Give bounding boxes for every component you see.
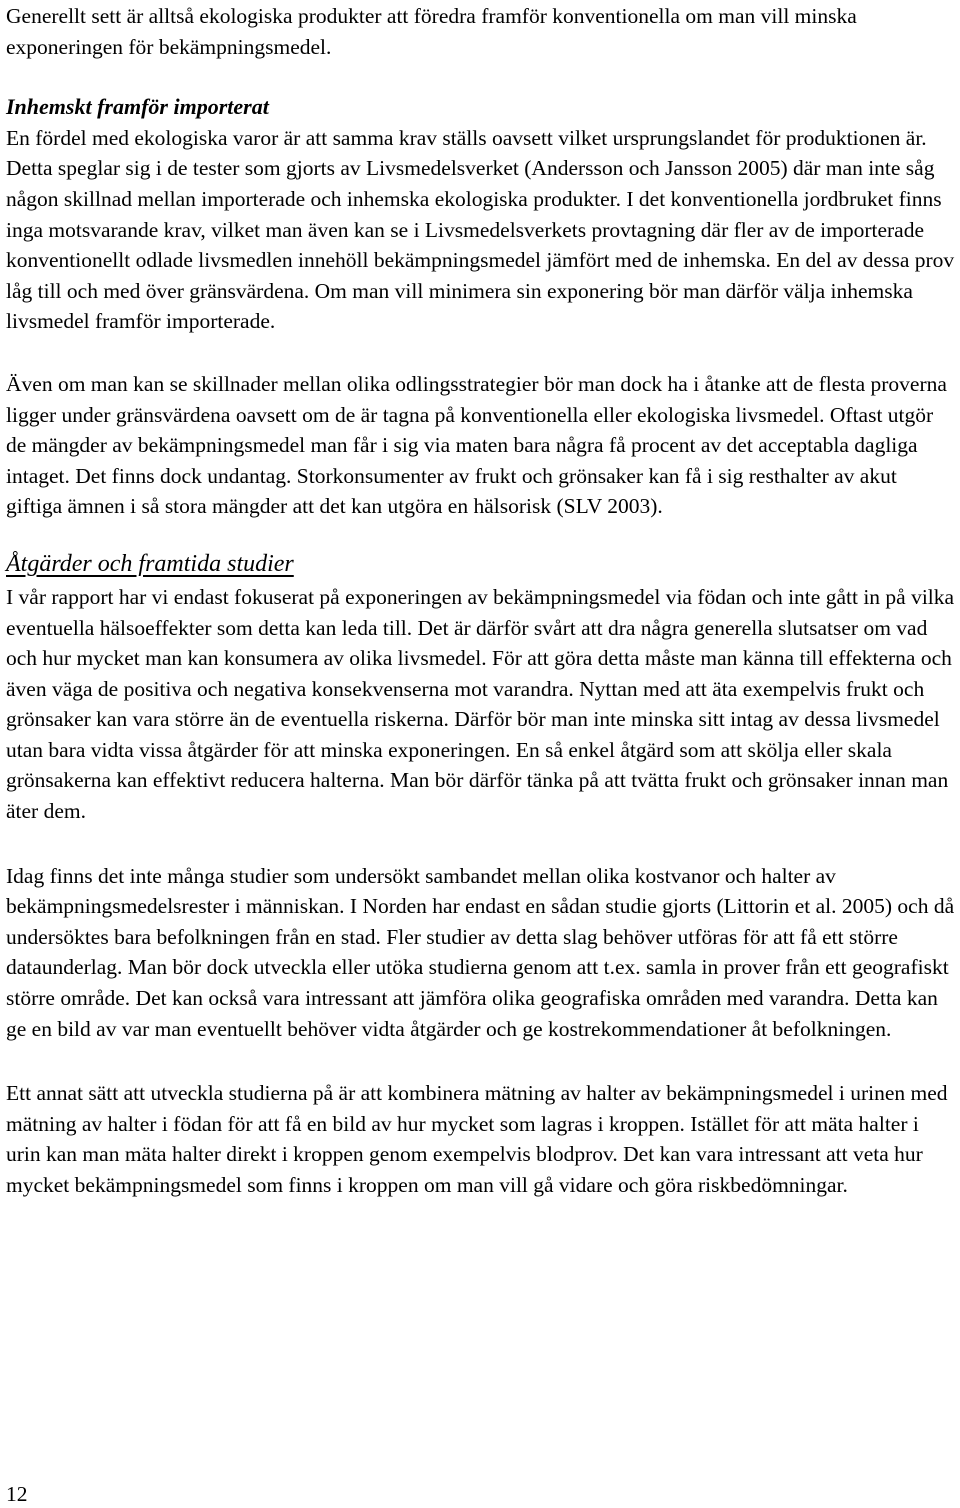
variance-paragraph: Även om man kan se skillnader mellan olika odlingsstrategier bör man dock ha i åtanke att de flesta proverna ligger under gränsvärdena oavsett om de är tagna på konventionella eller ekologiska livsmedel. Oftast utgör de mängder av bekämpningsmedel man får i sig via maten bara några få procent av det acceptabla dagliga intaget. Det finns dock undantag. Storkonsumenter av frukt och grönsaker kan få i sig resthalter av akut giftiga ämnen i så stora mängder att det kan utgöra en hälsorisk (SLV 2003).	[6, 371, 947, 519]
spacer	[6, 522, 956, 546]
spacer	[6, 62, 956, 92]
spacer	[6, 337, 956, 369]
page-number: 12	[6, 1482, 28, 1506]
measures-paragraph-2: Idag finns det inte många studier som undersökt sambandet mellan olika kostvanor och halter av bekämpningsmedelsrester i människan. I Norden har endast en sådan studie gjorts (Littorin et al. 2005) och då undersöktes bara befolkningen från en stad. Fler studier av detta slag behöver utföras för att få ett större dataunderlag. Man bör dock utveckla eller utöka studierna genom att t.ex. samla in prover från ett geografiskt större område. Det kan också vara intressant att jämföra olika geografiska områden med varandra. Detta kan ge en bild av var man eventuellt behöver vidta åtgärder och ge kostrekommendationer åt befolkningen.	[6, 863, 955, 1041]
document-page	[6, 0, 956, 1201]
section-heading-measures: Åtgärder och framtida studier	[6, 550, 294, 577]
measures-paragraph-1: I vår rapport har vi endast fokuserat på exponeringen av bekämpningsmedel via födan och inte gått in på vilka eventuella hälsoeffekter som detta kan leda till. Det är därför svårt att dra några generella slutsatser om vad och hur mycket man kan konsumera av olika livsmedel. För att göra detta måste man känna till effekterna och även väga de positiva och negativa konsekvenserna mot varandra. Nyttan med att äta exempelvis frukt och grönsaker kan vara större än de eventuella riskerna. Därför bör man inte minska sitt intag av dessa livsmedel utan bara vidta vissa åtgärder för att minska exponeringen. En så enkel åtgärd som att skölja eller skala grönsakerna kan effektivt reducera halterna. Man bör därför tänka på att tvätta frukt och grönsaker innan man äter dem.	[6, 584, 955, 824]
section-heading-domestic: Inhemskt framför importerat	[6, 94, 269, 120]
domestic-paragraph: En fördel med ekologiska varor är att samma krav ställs oavsett vilket ursprungslandet för produktionen är. Detta speglar sig i de tester som gjorts av Livsmedelsverket (Andersson och Jansson 2005) där man inte såg någon skillnad mellan importerade och inhemska ekologiska produkter. I det konventionella jordbruket finns inga motsvarande krav, vilket man även kan se i Livsmedelsverkets provtagning där fler av de importerade konventionellt odlade livsmedlen innehöll bekämpningsmedel jämfört med de inhemska. En del av dessa prov låg till och med över gränsvärdena. Om man vill minimera sin exponering bör man därför välja inhemska livsmedel framför importerade.	[6, 125, 955, 334]
measures-paragraph-3: Ett annat sätt att utveckla studierna på är att kombinera mätning av halter av bekämpningsmedel i urinen med mätning av halter i födan för att få en bild av hur mycket som lagras i kroppen. Istället för att mäta halter i urin kan man mäta halter direkt i kroppen genom exempelvis blodprov. Det kan vara intressant att veta hur mycket bekämpningsmedel som finns i kroppen om man vill gå vidare och göra riskbedömningar.	[6, 1081, 948, 1197]
spacer	[6, 1044, 956, 1078]
spacer	[6, 827, 956, 861]
intro-paragraph: Generellt sett är alltså ekologiska produkter att föredra framför konventionella om man vill minska exponeringen för bekämpningsmedel.	[6, 4, 857, 59]
